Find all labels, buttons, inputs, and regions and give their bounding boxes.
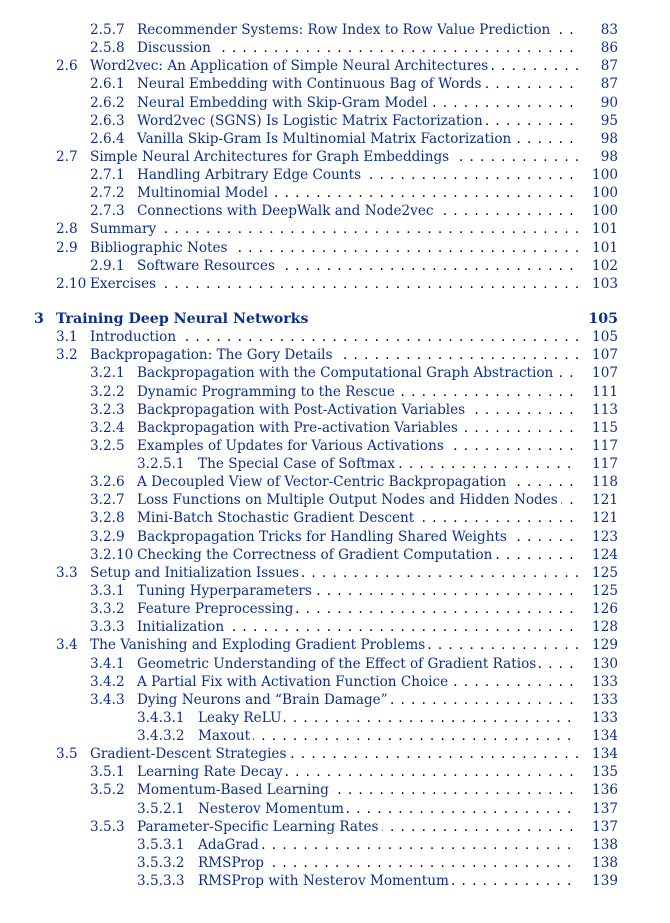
dot-leader [90, 275, 578, 293]
toc-entry-page-number[interactable]: 137 [589, 818, 618, 836]
toc-entry-page-number[interactable]: 117 [589, 437, 618, 455]
toc-entry[interactable] [0, 491, 670, 509]
toc-entry[interactable] [0, 130, 670, 148]
toc-entry[interactable] [0, 854, 670, 872]
toc-entry-title[interactable]: Multinomial Model [137, 184, 271, 202]
toc-entry-title[interactable]: Bibliographic Notes [90, 239, 231, 257]
toc-entry[interactable] [0, 763, 670, 781]
toc-entry-title[interactable]: Examples of Updates for Various Activations [137, 437, 447, 455]
toc-entry-page-number[interactable]: 111 [589, 383, 618, 401]
toc-entry-page-number[interactable]: 100 [589, 166, 618, 184]
toc-entry-number: 3.1 [56, 329, 78, 346]
toc-entry[interactable] [0, 872, 670, 890]
toc-entry-number: 3 [34, 311, 44, 327]
toc-entry[interactable] [0, 21, 670, 39]
toc-entry-number: 2.7.2 [90, 185, 125, 202]
toc-entry[interactable] [0, 112, 670, 130]
toc-entry[interactable] [0, 836, 670, 854]
toc-entry-number: 3.2.2 [90, 383, 125, 400]
toc-entry-page-number[interactable]: 101 [589, 239, 618, 257]
toc-entry-number: 3.2.8 [90, 510, 125, 527]
toc-entry[interactable] [0, 473, 670, 491]
toc-entry[interactable] [0, 745, 670, 763]
toc-entry[interactable] [0, 691, 670, 709]
toc-entry-number: 2.7.1 [90, 167, 125, 183]
toc-entry[interactable] [0, 94, 670, 112]
toc-entry-number: 2.9 [56, 239, 78, 256]
toc-entry-page-number[interactable]: 135 [589, 763, 618, 781]
toc-entry-number: 3.2.1 [90, 365, 125, 382]
toc-entry-title[interactable]: Backpropagation with Post-Activation Variables [137, 401, 468, 419]
toc-entry-title[interactable]: Vanilla Skip-Gram Is Multinomial Matrix Factorization [137, 130, 514, 148]
toc-entry-number: 2.5.8 [90, 40, 125, 57]
toc-entry-number: 2.9.1 [90, 257, 125, 274]
toc-entry-title[interactable]: Backpropagation Tricks for Handling Shared Weights [137, 528, 510, 546]
toc-entry-page-number[interactable]: 115 [589, 419, 618, 437]
toc-entry-number: 3.5.1 [90, 764, 125, 781]
toc-entry[interactable] [0, 727, 670, 745]
toc-entry-number: 3.4.3.1 [137, 709, 185, 726]
toc-entry-page-number[interactable]: 86 [598, 39, 618, 57]
toc-entry-number: 3.2.10 [90, 546, 134, 563]
toc-entry-page-number[interactable]: 98 [598, 148, 618, 166]
toc-entry-page-number[interactable]: 100 [589, 184, 618, 202]
toc-entry-title[interactable]: Connections with DeepWalk and Node2vec [137, 202, 437, 220]
toc-entry[interactable] [0, 166, 670, 184]
toc-entry[interactable] [0, 564, 670, 582]
toc-entry[interactable] [0, 818, 670, 836]
toc-entry-number: 3.2.5.1 [137, 456, 185, 472]
toc-entry-title[interactable]: A Decoupled View of Vector-Centric Backpropagation [137, 473, 509, 491]
toc-entry-title[interactable]: Mini-Batch Stochastic Gradient Descent [137, 509, 417, 527]
toc-entry-page-number[interactable]: 105 [589, 328, 618, 346]
dot-leader [90, 220, 578, 238]
toc-entry-number: 3.5.3.1 [137, 836, 185, 853]
toc-entry-page-number[interactable]: 121 [589, 509, 618, 527]
toc-entry-title[interactable]: Setup and Initialization Issues [90, 564, 302, 582]
toc-entry-page-number[interactable]: 83 [598, 21, 618, 39]
toc-entry-number: 3.4.2 [90, 673, 125, 690]
toc-entry-title[interactable]: Neural Embedding with Continuous Bag of Words [137, 75, 485, 93]
toc-entry-number: 2.8 [56, 221, 78, 238]
toc-entry[interactable] [0, 364, 670, 382]
toc-entry[interactable] [0, 781, 670, 799]
toc-entry-number: 3.5.2.1 [137, 800, 185, 817]
toc-chapter-entry[interactable] [0, 310, 670, 328]
toc-entry-title[interactable]: Word2vec: An Application of Simple Neural Architectures [90, 57, 491, 75]
toc-entry-number: 3.4.1 [90, 655, 125, 672]
toc-entry[interactable] [0, 75, 670, 93]
toc-entry-title[interactable]: Simple Neural Architectures for Graph Embeddings [90, 148, 452, 166]
toc-entry[interactable] [0, 582, 670, 600]
toc-entry-number: 3.2.7 [90, 492, 125, 509]
toc-entry-page-number[interactable]: 137 [589, 800, 618, 818]
toc-entry-title[interactable]: Recommender Systems: Row Index to Row Value Prediction [137, 21, 553, 39]
toc-entry[interactable] [0, 509, 670, 527]
toc-entry-page-number[interactable]: 107 [589, 364, 618, 382]
toc-entry-page-number[interactable]: 129 [589, 636, 618, 654]
toc-entry[interactable] [0, 148, 670, 166]
toc-entry-title[interactable]: A Partial Fix with Activation Function Choice [137, 673, 451, 691]
toc-entry-page-number[interactable]: 126 [589, 600, 618, 618]
toc-entry[interactable] [0, 383, 670, 401]
toc-entry-page-number[interactable]: 87 [598, 57, 618, 75]
toc-entry-page-number[interactable]: 136 [589, 781, 618, 799]
toc-entry[interactable] [0, 709, 670, 727]
toc-entry-number: 3.5 [56, 746, 78, 763]
toc-entry-title[interactable]: Neural Embedding with Skip-Gram Model [137, 94, 431, 112]
toc-entry-number: 2.6.2 [90, 94, 125, 111]
toc-entry-number: 2.7 [56, 148, 78, 165]
toc-entry[interactable] [0, 600, 670, 618]
toc-entry[interactable] [0, 346, 670, 364]
toc-entry-number: 3.5.3 [90, 818, 125, 835]
toc-entry-title[interactable]: Dynamic Programming to the Rescue [137, 383, 398, 401]
toc-entry-page-number[interactable]: 125 [589, 582, 618, 600]
toc-entry-page-number[interactable]: 87 [598, 75, 618, 93]
toc-entry-page-number[interactable]: 102 [589, 257, 618, 275]
toc-entry-title[interactable]: Parameter-Specific Learning Rates [137, 818, 382, 836]
toc-entry-page-number[interactable]: 128 [589, 618, 618, 636]
toc-entry[interactable] [0, 437, 670, 455]
toc-entry-title[interactable]: AdaGrad [198, 836, 262, 854]
toc-entry-title[interactable]: Handling Arbitrary Edge Counts [137, 166, 364, 184]
toc-entry-page-number[interactable]: 139 [589, 872, 618, 890]
toc-entry[interactable] [0, 39, 670, 57]
toc-entry[interactable] [0, 655, 670, 673]
toc-entry-number: 3.3.2 [90, 601, 125, 618]
toc-entry-title[interactable]: Leaky ReLU [198, 709, 284, 727]
toc-entry-title[interactable]: Tuning Hyperparameters [137, 582, 315, 600]
toc-entry-number: 3.5.3.2 [137, 854, 185, 871]
toc-entry-number: 3.2 [56, 347, 78, 364]
toc-entry-title[interactable]: Exercises [90, 275, 159, 293]
toc-entry-number: 3.5.2 [90, 782, 125, 799]
toc-entry[interactable] [0, 184, 670, 202]
toc-entry-title[interactable]: Maxout [198, 727, 253, 745]
toc-entry-title[interactable]: Introduction [90, 328, 179, 346]
toc-entry-title[interactable]: Summary [90, 220, 159, 238]
toc-entry-title[interactable]: Backpropagation with Pre-activation Variables [137, 419, 461, 437]
toc-entry-number: 2.5.7 [90, 22, 125, 38]
toc-entry[interactable] [0, 275, 670, 293]
toc-entry[interactable] [0, 220, 670, 238]
toc-entry-title[interactable]: RMSProp with Nesterov Momentum [198, 872, 452, 890]
toc-entry-number: 2.6 [56, 58, 78, 75]
toc-entry-page-number[interactable]: 101 [589, 220, 618, 238]
toc-entry-title[interactable]: The Special Case of Softmax [198, 455, 398, 473]
toc-entry[interactable] [0, 546, 670, 564]
toc-entry-title[interactable]: Backpropagation: The Gory Details [90, 346, 336, 364]
toc-entry-number: 3.4.3 [90, 691, 125, 708]
toc-entry-number: 3.2.6 [90, 474, 125, 491]
toc-entry-number: 3.4.3.2 [137, 728, 185, 744]
toc-entry-title[interactable]: The Vanishing and Exploding Gradient Problems [90, 636, 428, 654]
toc-entry[interactable] [0, 528, 670, 546]
toc-entry-title[interactable]: Software Resources [137, 257, 278, 275]
toc-entry[interactable] [0, 401, 670, 419]
toc-entry-number: 3.2.4 [90, 419, 125, 436]
toc-entry-number: 2.6.1 [90, 76, 125, 93]
toc-entry-page-number[interactable]: 121 [589, 491, 618, 509]
toc-entry-title[interactable]: Discussion [137, 39, 214, 57]
toc-entry-title[interactable]: Loss Functions on Multiple Output Nodes and Hidden Nodes [137, 491, 561, 509]
toc-entry-number: 3.5.3.3 [137, 873, 185, 889]
toc-entry-title[interactable]: Training Deep Neural Networks [56, 310, 312, 328]
toc-entry-title[interactable]: Initialization [137, 618, 227, 636]
toc-entry[interactable] [0, 618, 670, 636]
toc-entry[interactable] [0, 636, 670, 654]
toc-entry-number: 3.3.3 [90, 619, 125, 636]
toc-entry-number: 3.2.9 [90, 528, 125, 545]
toc-entry-page-number[interactable]: 124 [589, 546, 618, 564]
toc-entry[interactable] [0, 419, 670, 437]
toc-entry-title[interactable]: Backpropagation with the Computational Graph Abstraction [137, 364, 556, 382]
toc-entry-page-number[interactable]: 134 [589, 745, 618, 763]
toc-entry-title[interactable]: Learning Rate Decay [137, 763, 285, 781]
toc-entry-page-number[interactable]: 138 [589, 854, 618, 872]
toc-entry-page-number[interactable]: 100 [589, 202, 618, 220]
toc-entry-page-number[interactable]: 103 [589, 275, 618, 293]
toc-entry[interactable] [0, 455, 670, 473]
toc-entry-page-number[interactable]: 107 [589, 346, 618, 364]
toc-entry-title[interactable]: Geometric Understanding of the Effect of Gradient Ratios [137, 655, 539, 673]
toc-entry[interactable] [0, 202, 670, 220]
toc-entry-title[interactable]: Momentum-Based Learning [137, 781, 332, 799]
toc-entry[interactable] [0, 239, 670, 257]
toc-entry-page-number[interactable]: 133 [589, 691, 618, 709]
toc-entry-page-number[interactable]: 117 [589, 455, 618, 473]
toc-entry-page-number[interactable]: 113 [589, 401, 618, 419]
toc-entry[interactable] [0, 673, 670, 691]
toc-entry-title[interactable]: Dying Neurons and “Brain Damage” [137, 691, 391, 709]
toc-entry-page-number[interactable]: 133 [589, 673, 618, 691]
toc-entry-number: 2.7.3 [90, 203, 125, 220]
toc-entry-title[interactable]: Nesterov Momentum [198, 800, 347, 818]
toc-entry[interactable] [0, 800, 670, 818]
toc-entry-title[interactable]: Word2vec (SGNS) Is Logistic Matrix Factorization [137, 112, 486, 130]
dot-leader [198, 727, 578, 745]
toc-entry-page-number[interactable]: 123 [589, 528, 618, 546]
toc-entry-page-number[interactable]: 95 [598, 112, 618, 130]
toc-entry-number: 2.6.4 [90, 130, 125, 147]
toc-entry-title[interactable]: RMSProp [198, 854, 267, 872]
toc-entry-page-number[interactable]: 98 [598, 130, 618, 148]
toc-entry-number: 3.3.1 [90, 583, 125, 599]
toc-entry-page-number[interactable]: 138 [589, 836, 618, 854]
toc-entry[interactable] [0, 257, 670, 275]
toc-entry[interactable] [0, 328, 670, 346]
toc-entry-number: 2.6.3 [90, 112, 125, 129]
toc-entry-title[interactable]: Gradient-Descent Strategies [90, 745, 289, 763]
toc-entry-number: 3.3 [56, 564, 78, 581]
toc-entry-page-number[interactable]: 133 [589, 709, 618, 727]
toc-entry[interactable] [0, 57, 670, 75]
toc-entry-page-number[interactable]: 105 [585, 310, 618, 328]
toc-entry-number: 3.2.3 [90, 401, 125, 418]
toc-entry-number: 3.4 [56, 637, 78, 654]
toc-entry-title[interactable]: Checking the Correctness of Gradient Computation [137, 546, 495, 564]
toc-entry-page-number[interactable]: 125 [589, 564, 618, 582]
toc-entry-number: 2.10 [56, 275, 87, 292]
toc-entry-page-number[interactable]: 90 [598, 94, 618, 112]
toc-entry-title[interactable]: Feature Preprocessing [137, 600, 296, 618]
toc-entry-page-number[interactable]: 130 [589, 655, 618, 673]
toc-entry-number: 3.2.5 [90, 437, 125, 454]
toc-entry-page-number[interactable]: 118 [589, 473, 618, 491]
toc-entry-page-number[interactable]: 134 [589, 727, 618, 745]
